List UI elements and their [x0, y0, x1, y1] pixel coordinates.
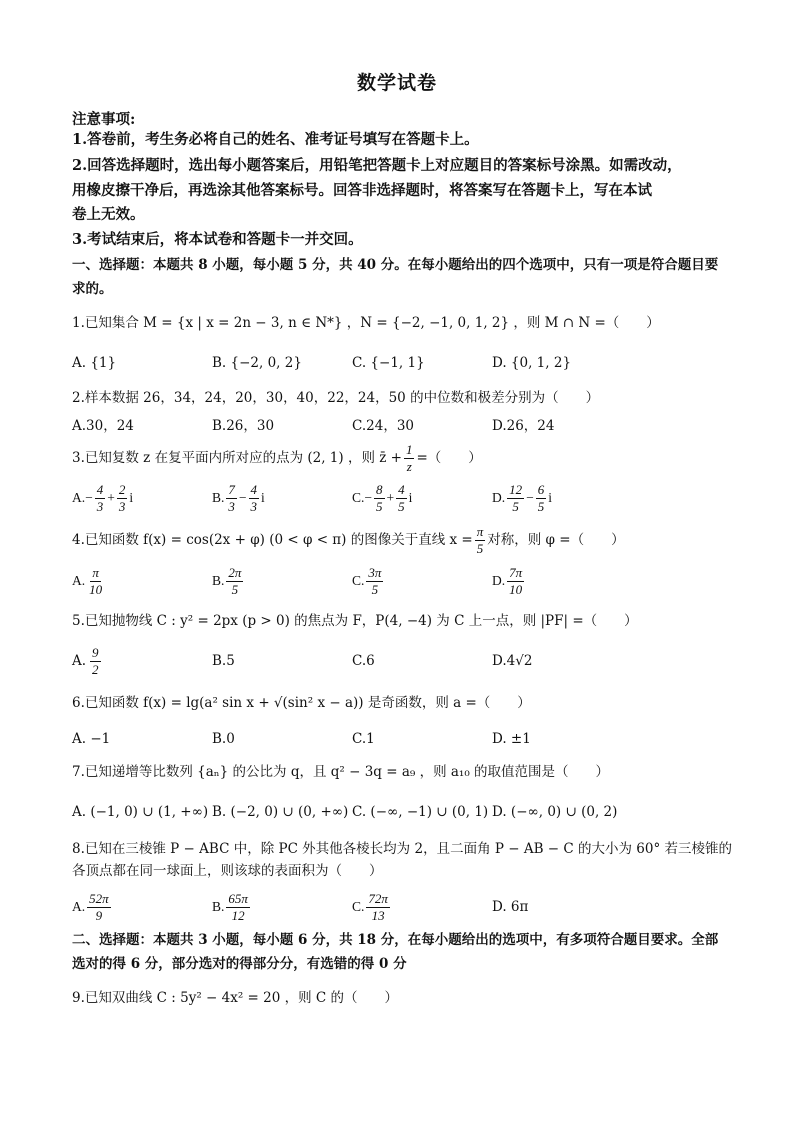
question-6-options: [72, 719, 732, 759]
fraction-denominator: z: [406, 458, 412, 474]
fraction-denominator: 2: [92, 661, 99, 677]
fraction-denominator: 10: [89, 581, 103, 597]
note-line: 用橡皮擦干净后，再选涂其他答案标号。回答非选择题时，将答案写在答题卡上，写在本试: [72, 182, 652, 199]
notes-heading: 注意事项:: [72, 111, 136, 128]
question-7-option-c[interactable]: C. (−∞, −1) ∪ (0, 1): [352, 804, 489, 820]
question-3-stem-tail: =（ ）: [416, 450, 482, 466]
fraction-numerator: 4: [250, 481, 258, 497]
fraction-denominator: 13: [371, 907, 385, 923]
question-4-option-b[interactable]: [212, 561, 245, 601]
fraction-numerator: π: [476, 523, 484, 539]
question-1-option-b[interactable]: B. {−2, 0, 2}: [212, 355, 302, 371]
option-label: C.: [352, 899, 365, 914]
question-4-option-a[interactable]: [72, 561, 106, 601]
question-4-option-c[interactable]: [352, 561, 385, 601]
fraction-numerator: π: [92, 564, 99, 580]
option-operator: −: [526, 490, 534, 505]
fraction-denominator: 5: [512, 498, 519, 514]
question-2-option-d[interactable]: D.26，24: [492, 418, 555, 434]
question-7-options: [72, 792, 732, 832]
fraction-numerator: 2: [118, 481, 126, 497]
question-3-option-a[interactable]: [72, 478, 133, 518]
fraction-numerator: 2π: [228, 564, 242, 580]
option-fraction: [90, 645, 101, 678]
option-label: D.: [492, 573, 506, 588]
fraction-numerator: 52π: [89, 890, 109, 906]
question-3-option-d[interactable]: [492, 478, 552, 518]
question-5-stem: 5.已知抛物线 C : y² = 2px (p > 0) 的焦点为 F，P(4, −4) 为 C 上一点，则 |PF| =（ ）: [72, 613, 638, 629]
fraction-denominator: 5: [376, 498, 383, 514]
question-4-options: [72, 561, 732, 601]
option-fraction: [117, 482, 128, 515]
fraction-numerator: 1: [405, 441, 413, 457]
question-7-option-d[interactable]: D. (−∞, 0) ∪ (0, 2): [492, 804, 618, 820]
question-8-option-b[interactable]: [212, 887, 252, 927]
question-3-option-b[interactable]: [212, 478, 265, 518]
option-imaginary-unit: i: [408, 490, 413, 505]
option-label: A.: [72, 490, 86, 505]
option-imaginary-unit: i: [261, 490, 265, 505]
option-sign: −: [364, 490, 373, 505]
question-8-option-a[interactable]: [72, 887, 113, 927]
question-2-option-c[interactable]: C.24，30: [352, 418, 414, 434]
fraction-numerator: 6: [537, 481, 545, 497]
option-fraction: [366, 891, 390, 924]
question-6-option-a[interactable]: A. −1: [72, 731, 111, 747]
option-label: B.: [212, 573, 225, 588]
question-3-stem-fraction: [404, 442, 415, 475]
option-imaginary-unit: i: [548, 490, 553, 505]
question-6-option-c[interactable]: C.1: [352, 731, 375, 747]
question-9-stem: 9.已知双曲线 C : 5y² − 4x² = 20 ，则 C 的（ ）: [72, 990, 399, 1006]
option-operator: +: [107, 490, 115, 505]
question-2-option-a[interactable]: A.30，24: [72, 418, 134, 434]
option-label: D.: [492, 490, 506, 505]
question-3-stem-text: 3.已知复数 z 在复平面内所对应的点为 (2, 1) ，则 z̄ +: [72, 450, 402, 466]
question-2-option-b[interactable]: B.26，30: [212, 418, 275, 434]
question-8-options: [72, 887, 732, 927]
question-6-option-b[interactable]: B.0: [212, 731, 235, 747]
fraction-numerator: 65π: [228, 890, 248, 906]
option-sign: −: [85, 490, 93, 505]
question-1-option-c[interactable]: C. {−1, 1}: [352, 355, 425, 371]
note-line: 卷上无效。: [72, 206, 145, 223]
question-7-stem: 7.已知递增等比数列 {aₙ} 的公比为 q，且 q² − 3q = a₉ ，则 a₁₀ 的取值范围是（ ）: [72, 764, 610, 780]
option-fraction: [507, 482, 524, 515]
fraction-denominator: 5: [231, 581, 239, 597]
page-title: 数学试卷: [356, 72, 437, 94]
option-fraction: [226, 482, 237, 515]
fraction-numerator: 7π: [509, 564, 523, 580]
note-line: 2.回答选择题时，选出每小题答案后，用铅笔把答题卡上对应题目的答案标号涂黑。如需改动，: [72, 157, 682, 174]
option-label: A.: [72, 573, 86, 588]
option-fraction: [536, 482, 547, 515]
question-5-option-a[interactable]: [72, 641, 103, 681]
option-fraction: [226, 891, 250, 924]
question-8-option-c[interactable]: [352, 887, 392, 927]
option-label: A.: [72, 653, 87, 669]
fraction-denominator: 3: [250, 498, 258, 514]
question-8-stem: 8.已知在三棱锥 P − ABC 中，除 PC 外其他各棱长均为 2，且二面角 P − AB − C 的大小为 60° 若三棱锥的: [72, 841, 733, 857]
question-1-stem: 1.已知集合 M = {x | x = 2n − 3, n ∈ N*} ，N = {−2, −1, 0, 1, 2} ，则 M ∩ N =（ ）: [72, 315, 660, 331]
option-fraction: [95, 482, 106, 515]
question-2-options: [72, 404, 732, 444]
option-fraction: [87, 565, 104, 598]
fraction-denominator: 10: [509, 581, 523, 597]
option-label: B.: [212, 490, 225, 505]
option-fraction: [366, 565, 383, 598]
fraction-numerator: 12: [509, 481, 523, 497]
question-2-stem: 2.样本数据 26，34，24，20，30，40，22，24，50 的中位数和极差分别为（ ）: [72, 390, 600, 406]
question-5-option-c[interactable]: C.6: [352, 653, 375, 669]
question-7-option-a[interactable]: A. (−1, 0) ∪ (1, +∞): [72, 804, 209, 820]
fraction-denominator: 5: [371, 581, 379, 597]
section-1-header-cont: 求的。: [72, 281, 113, 297]
note-line: 3.考试结束后，将本试卷和答题卡一并交回。: [72, 231, 363, 248]
section-2-header-cont: 选对的得 6 分，部分选对的得部分分，有选错的得 0 分: [72, 956, 407, 972]
fraction-denominator: 5: [476, 540, 484, 556]
fraction-numerator: 4: [398, 481, 405, 497]
option-fraction: [226, 565, 243, 598]
section-1-header: 一、选择题：本题共 8 小题，每小题 5 分，共 40 分。在每小题给出的四个选项中，只有一项是符合题目要: [72, 257, 719, 273]
question-6-option-d[interactable]: D. ±1: [492, 731, 531, 747]
question-1-options: [72, 343, 732, 383]
option-label: C.: [352, 490, 365, 505]
fraction-numerator: 3π: [368, 564, 382, 580]
question-3-stem: [72, 440, 724, 476]
option-label: A.: [72, 899, 86, 914]
question-5-option-d[interactable]: D.4√2: [492, 653, 533, 669]
question-3-option-c[interactable]: [352, 478, 412, 518]
option-label: C.: [352, 573, 365, 588]
fraction-numerator: 4: [96, 481, 104, 497]
question-8-option-d[interactable]: D. 6π: [492, 899, 529, 915]
question-3-options: [72, 478, 732, 518]
option-fraction: [507, 565, 524, 598]
fraction-denominator: 9: [95, 907, 103, 923]
fraction-numerator: 8: [376, 481, 383, 497]
section-2-header: 二、选择题：本题共 3 小题，每小题 6 分，共 18 分，在每小题给出的选项中，有多项符合题目要求。全部: [72, 932, 719, 948]
fraction-denominator: 3: [228, 498, 235, 514]
fraction-numerator: 9: [92, 644, 99, 660]
fraction-numerator: 7: [228, 481, 235, 497]
fraction-numerator: 72π: [368, 890, 388, 906]
fraction-denominator: 12: [231, 907, 245, 923]
question-1-option-a[interactable]: A. {1}: [72, 355, 117, 371]
option-operator: +: [386, 490, 395, 505]
question-4-stem: [72, 522, 724, 558]
question-8-stem-cont: 各顶点都在同一球面上，则该球的表面积为（ ）: [72, 863, 383, 879]
option-fraction: [396, 482, 407, 515]
option-fraction: [374, 482, 385, 515]
fraction-denominator: 3: [118, 498, 126, 514]
question-4-stem-tail: 对称，则 φ =（ ）: [487, 532, 625, 548]
fraction-denominator: 5: [537, 498, 545, 514]
fraction-denominator: 5: [398, 498, 405, 514]
question-6-stem: 6.已知函数 f(x) = lg(a² sin x + √(sin² x − a)) 是奇函数，则 a =（ ）: [72, 695, 531, 711]
option-label: B.: [212, 899, 225, 914]
option-fraction: [249, 482, 260, 515]
option-operator: −: [238, 490, 247, 505]
question-5-option-b[interactable]: B.5: [212, 653, 235, 669]
question-1-option-d[interactable]: D. {0, 1, 2}: [492, 355, 572, 371]
note-line: 1.答卷前，考生务必将自己的姓名、准考证号填写在答题卡上。: [72, 131, 479, 148]
option-fraction: [87, 891, 111, 924]
question-4-option-d[interactable]: [492, 561, 526, 601]
option-imaginary-unit: i: [129, 490, 134, 505]
fraction-denominator: 3: [96, 498, 104, 514]
question-4-stem-text: 4.已知函数 f(x) = cos(2x + φ) (0 < φ < π) 的图像关于直线 x =: [72, 532, 473, 548]
question-4-stem-fraction: [475, 524, 486, 557]
question-7-option-b[interactable]: B. (−2, 0) ∪ (0, +∞): [212, 804, 349, 820]
question-5-options: [72, 641, 732, 681]
